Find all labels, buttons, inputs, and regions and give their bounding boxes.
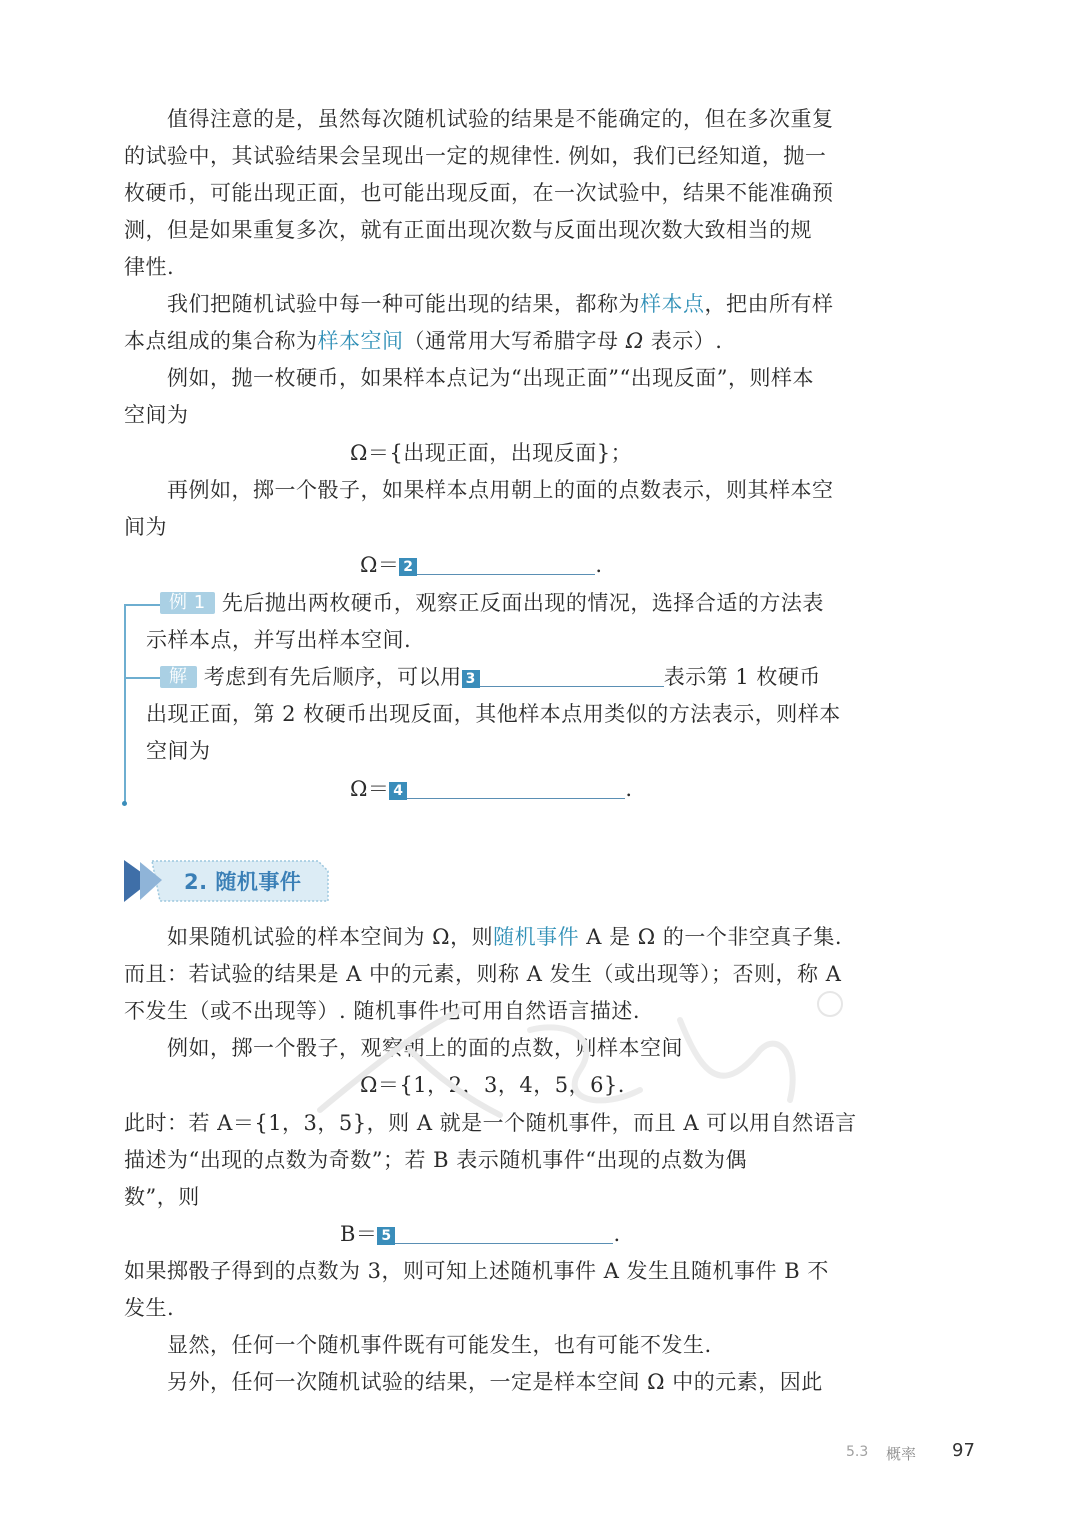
text-line: 不发生（或不出现等）. 随机事件也可用自然语言描述. [124, 999, 641, 1023]
equation-end: . [595, 553, 603, 577]
bracket-end-dot [122, 801, 127, 806]
text-segment: 表示）. [643, 329, 723, 353]
equation-lhs: Ω＝ [360, 553, 400, 577]
example-line [160, 588, 824, 618]
text-line: 发生. [124, 1296, 175, 1320]
text-line: 而且：若试验的结果是 A 中的元素，则称 A 发生（或出现等）；否则，称 A [124, 962, 842, 986]
text-segment: A 是 Ω 的一个非空真子集. [579, 925, 843, 949]
text-line: 另外，任何一次随机试验的结果，一定是样本空间 Ω 中的元素，因此 [167, 1370, 823, 1394]
text-line: 间为 [124, 515, 167, 539]
term-sample-point: 样本点 [640, 292, 705, 316]
text-line [167, 922, 842, 952]
text-segment: 先后抛出两枚硬币，观察正反面出现的情况，选择合适的方法表 [221, 591, 824, 615]
blank-number: 2 [399, 558, 417, 576]
text-line: 此时：若 A＝{1，3，5}，则 A 就是一个随机事件，而且 A 可以用自然语言 [124, 1111, 857, 1135]
section-title: 2. 随机事件 [184, 870, 302, 894]
text-line: 出现正面，第 2 枚硬币出现反面，其他样本点用类似的方法表示，则样本 [146, 702, 841, 726]
equation [340, 1219, 621, 1249]
blank-number: 5 [377, 1227, 395, 1245]
text-line: 测，但是如果重复多次，就有正面出现次数与反面出现次数大致相当的规 [124, 218, 812, 242]
term-sample-space: 样本空间 [317, 329, 404, 353]
text-segment: 表示第 1 枚硬币 [663, 665, 821, 689]
page-number: 97 [952, 1440, 975, 1461]
text-line: 律性. [124, 255, 175, 279]
equation-end: . [613, 1222, 621, 1246]
text-segment: 我们把随机试验中每一种可能出现的结果，都称为 [167, 292, 640, 316]
equation [350, 774, 633, 804]
text-line: 例如，掷一个骰子，观察朝上的面的点数，则样本空间 [167, 1036, 683, 1060]
equation-lhs: Ω＝ [350, 777, 390, 801]
equation: Ω＝{1，2，3，4，5，6}. [360, 1073, 625, 1097]
footer-section-number: 5.3 [846, 1444, 869, 1460]
text-segment: （通常用大写希腊字母 [403, 329, 626, 353]
text-segment: 考虑到有先后顺序，可以用 [203, 665, 462, 689]
equation-end: . [625, 777, 633, 801]
equation [360, 550, 603, 580]
text-line [167, 289, 834, 319]
text-line: 例如，抛一枚硬币，如果样本点记为“出现正面”“出现反面”，则样本 [167, 366, 814, 390]
text-line: 的试验中，其试验结果会呈现出一定的规律性. 例如，我们已经知道，抛一 [124, 144, 827, 168]
example-tag: 例 1 [160, 592, 215, 614]
text-line: 再例如，掷一个骰子，如果样本点用朝上的面的点数表示，则其样本空 [167, 478, 834, 502]
solution-tag: 解 [160, 666, 197, 688]
footer-chapter: 概率 [886, 1445, 917, 1463]
text-line: 空间为 [124, 403, 189, 427]
solution-bracket-tick [124, 677, 160, 679]
fill-blank[interactable] [399, 550, 595, 575]
text-line: 枚硬币，可能出现正面，也可能出现反面，在一次试验中，结果不能准确预 [124, 181, 834, 205]
example-bracket-tick [124, 604, 160, 606]
term-random-event: 随机事件 [493, 925, 580, 949]
text-line: 数”，则 [124, 1185, 200, 1209]
text-line: 显然，任何一个随机事件既有可能发生，也有可能不发生. [167, 1333, 712, 1357]
text-segment: 本点组成的集合称为 [124, 329, 318, 353]
text-line: 描述为“出现的点数为奇数”；若 B 表示随机事件“出现的点数为偶 [124, 1148, 747, 1172]
omega-symbol: Ω [625, 329, 644, 353]
fill-blank[interactable] [389, 774, 625, 799]
text-line: 值得注意的是，虽然每次随机试验的结果是不能确定的，但在多次重复 [167, 107, 834, 131]
fill-blank[interactable] [377, 1219, 613, 1244]
equation-lhs: B＝ [340, 1222, 378, 1246]
text-segment: ，把由所有样 [704, 292, 834, 316]
blank-number: 4 [389, 782, 407, 800]
text-line: 示样本点，并写出样本空间. [146, 628, 412, 652]
text-line [124, 326, 722, 356]
text-line: 空间为 [146, 739, 211, 763]
solution-line [160, 662, 821, 692]
text-segment: 如果随机试验的样本空间为 Ω，则 [167, 925, 494, 949]
blank-number: 3 [462, 670, 480, 688]
equation: Ω＝{出现正面，出现反面}； [350, 441, 633, 465]
example-bracket-line [124, 604, 126, 804]
text-line: 如果掷骰子得到的点数为 3，则可知上述随机事件 A 发生且随机事件 B 不 [124, 1259, 829, 1283]
fill-blank[interactable] [462, 662, 664, 687]
